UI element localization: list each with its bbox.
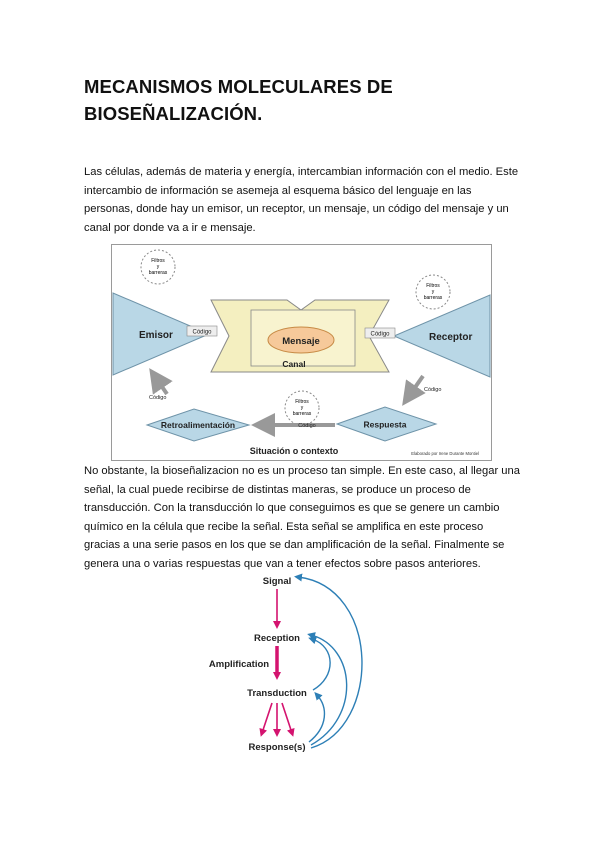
transduction-label: Transduction bbox=[247, 688, 307, 699]
context-label: Situación o contexto bbox=[249, 446, 339, 456]
response-label: Respuesta bbox=[363, 419, 407, 430]
svg-text:barreras: barreras bbox=[148, 270, 168, 276]
emisor-label: Emisor bbox=[139, 330, 173, 341]
responses-label: Response(s) bbox=[248, 742, 306, 753]
title-line-2: BIOSEÑALIZACIÓN. bbox=[84, 103, 263, 124]
signal-label: Signal bbox=[262, 576, 292, 587]
svg-text:Filtros: Filtros bbox=[295, 399, 309, 405]
svg-text:barreras: barreras bbox=[423, 295, 443, 301]
feedback-arrow-to-transduction bbox=[309, 695, 324, 742]
code-label-right: Código bbox=[370, 331, 390, 338]
svg-text:Filtros: Filtros bbox=[151, 258, 165, 264]
arrow-transduction-to-response-1 bbox=[262, 703, 272, 733]
svg-text:y: y bbox=[431, 289, 435, 295]
code-label-feedback: Código bbox=[149, 395, 167, 401]
code-label-bottom: Código bbox=[298, 423, 316, 429]
signal-pathway-diagram bbox=[196, 567, 368, 764]
amplification-label: Amplification bbox=[208, 659, 270, 670]
filter-circle-bottom bbox=[285, 391, 319, 425]
arrow-transduction-to-response-3 bbox=[282, 703, 292, 733]
reception-label: Reception bbox=[254, 633, 300, 644]
feedback-arrow-to-reception-inner bbox=[312, 639, 330, 690]
code-label-response: Código bbox=[424, 387, 442, 393]
credit-label: Elaborado por Irene Durante Montiel bbox=[411, 451, 479, 456]
feedback-label: Retroalimentación bbox=[160, 420, 236, 430]
receptor-label: Receptor bbox=[429, 332, 473, 343]
filter-circle-top-left bbox=[141, 250, 175, 284]
title-line-1: MECANISMOS MOLECULARES DE bbox=[84, 76, 393, 97]
page-title bbox=[84, 73, 514, 127]
code-label-left: Código bbox=[192, 329, 212, 336]
message-label: Mensaje bbox=[282, 336, 320, 347]
communication-diagram bbox=[111, 244, 492, 461]
filter-circle-top-right bbox=[416, 275, 450, 309]
intro-paragraph: Las células, además de materia y energía, intercambian información con el medio. Este intercambio de información se asemeja al esquema básico del lenguaje en las personas, donde hay un emisor, un receptor, un mensaje, un código del mensaje y un canal por donde va a ir e mensaje. bbox=[84, 166, 519, 234]
svg-text:Filtros: Filtros bbox=[426, 283, 440, 289]
svg-text:barreras: barreras bbox=[292, 411, 312, 417]
svg-text:y: y bbox=[300, 405, 304, 411]
svg-text:y: y bbox=[156, 264, 160, 270]
channel-label: Canal bbox=[282, 359, 306, 369]
second-paragraph: No obstante, la bioseñalizacion no es un proceso tan simple. En este caso, al llegar una señal, la cual puede recibirse de distintas maneras, se produce un proceso de transducción. Con la transducción lo que conseguimos es que se genere un cambio químico en la célula que recibe la señal. Esta señal se amplifica en este proceso gracias a una serie pasos en los que se dan amplificación de la señal. Finalmente se genera una o varias respuestas que van a tener efectos sobre pasos anteriores. bbox=[84, 465, 520, 570]
